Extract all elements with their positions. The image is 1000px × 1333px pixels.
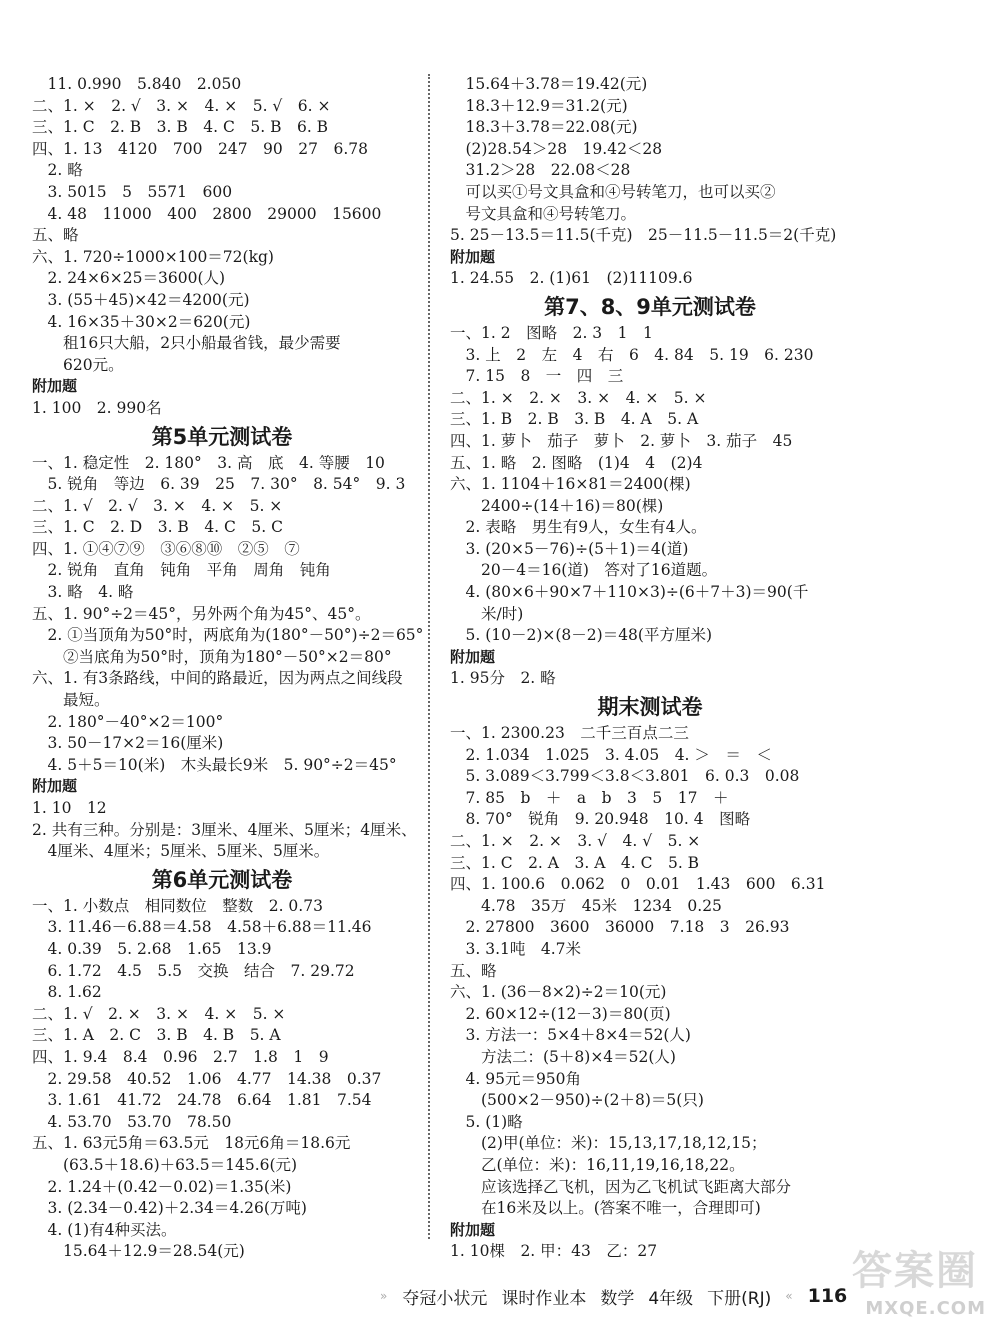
footer-subject: 数学 <box>600 1288 635 1309</box>
answer-line: 五、1. 略 2. 图略 (1)4 4 (2)4 <box>450 453 703 472</box>
answer-block-unit4 <box>32 74 412 420</box>
bonus-heading: 附加题 <box>450 647 496 666</box>
answer-line: 租16只大船，2只小船最省钱，最少需要 <box>32 334 341 353</box>
watermark-mark: 答案圈 <box>852 1248 978 1294</box>
answer-line: 4. 53.70 53.70 78.50 <box>32 1112 232 1131</box>
answer-line: 方法二：(5＋8)×4＝52(人) <box>450 1047 676 1066</box>
footer-term: 下册(RJ) <box>707 1288 772 1309</box>
answer-line: 二、1. × 2. × 3. × 4. × 5. × <box>450 388 707 407</box>
answer-line: 2. 1.034 1.025 3. 4.05 4. ＞ ＝ ＜ <box>450 745 772 764</box>
answer-line: 15.64＋3.78＝19.42(元) <box>450 75 648 93</box>
answer-line: 3. 50－17×2＝16(厘米) <box>32 734 224 753</box>
footer-left-arrows-icon: » <box>380 1289 389 1303</box>
watermark <box>846 1239 986 1319</box>
answer-line: 4. 95元＝950角 <box>450 1069 582 1088</box>
answer-block-unit6 <box>32 896 412 1263</box>
answer-line: 应该选择乙飞机，因为乙飞机试飞距离大部分 <box>450 1177 792 1196</box>
answer-block-final <box>450 723 850 1263</box>
watermark-site: MXQE.COM <box>865 1298 986 1319</box>
answer-line: 三、1. A 2. C 3. B 4. B 5. A <box>32 1026 281 1045</box>
answer-line: 二、1. × 2. × 3. √ 4. √ 5. × <box>450 832 701 850</box>
footer-book: 课时作业本 <box>501 1288 587 1309</box>
answer-line: 四、1. 100.6 0.062 0 0.01 1.43 600 6.31 <box>450 875 826 894</box>
answer-line: 4厘米、4厘米；5厘米、5厘米、5厘米。 <box>32 842 330 861</box>
footer-right-arrows-icon: « <box>785 1289 794 1303</box>
right-column <box>450 74 850 1263</box>
answer-line: (2)28.54＞28 19.42＜28 <box>450 139 663 158</box>
answer-line: 7. 15 8 一 四 三 <box>450 367 624 386</box>
answer-line: 11. 0.990 5.840 2.050 <box>32 75 242 93</box>
answer-line: 2. ①当顶角为50°时，两底角为(180°－50°)÷2＝65° <box>32 626 424 645</box>
answer-line: 1. 10 12 <box>32 799 107 817</box>
answer-line: 二、1. × 2. √ 3. × 4. × 5. √ 6. × <box>32 96 331 115</box>
answer-line: 乙(单位：米)：16,11,19,16,18,22。 <box>450 1155 745 1174</box>
answer-line: 2. 24×6×25＝3600(人) <box>32 269 226 288</box>
answer-line: 四、1. ①④⑦⑨ ③⑥⑧⑩ ②⑤ ⑦ <box>32 539 300 558</box>
answer-line: 2400÷(14＋16)＝80(棵) <box>450 496 664 515</box>
page-footer <box>380 1283 848 1309</box>
answer-line: 3. 3.1吨 4.7米 <box>450 939 582 958</box>
answer-line: 六、1. (36－8×2)÷2＝10(元) <box>450 983 667 1002</box>
answer-line: 2. 表略 男生有9人，女生有4人。 <box>450 518 707 537</box>
answer-line: 最短。 <box>32 691 110 710</box>
answer-line: 4. (1)有4种买法。 <box>32 1220 177 1239</box>
bonus-heading: 附加题 <box>32 377 78 396</box>
answer-line: 620元。 <box>32 355 124 374</box>
answer-line: 2. 1.24＋(0.42－0.02)＝1.35(米) <box>32 1177 292 1196</box>
answer-line: 4. 5＋5＝10(米) 木头最长9米 5. 90°÷2＝45° <box>32 755 397 774</box>
answer-line: 3. (20×5－76)÷(5＋1)＝4(道) <box>450 539 689 558</box>
answer-line: (2)甲(单位：米)：15,13,17,18,12,15； <box>450 1134 767 1153</box>
answer-line: 四、1. 萝卜 茄子 萝卜 2. 萝卜 3. 茄子 45 <box>450 431 793 450</box>
answer-line: 号文具盒和④号转笔刀。 <box>450 204 637 223</box>
page-number: 116 <box>807 1285 848 1307</box>
footer-grade: 4年级 <box>648 1288 694 1309</box>
left-column <box>32 74 424 1263</box>
answer-line: 一、1. 2300.23 二千三百点二三 <box>450 724 689 743</box>
section-title-unit5: 第5单元测试卷 <box>151 424 293 449</box>
answer-line: 五、1. 63元5角＝63.5元 18元6角＝18.6元 <box>32 1134 351 1153</box>
answer-line: 3. (55＋45)×42＝4200(元) <box>32 290 250 309</box>
answer-line: 2. 锐角 直角 钝角 平角 周角 钝角 <box>32 561 331 580</box>
section-title-final: 期末测试卷 <box>597 695 703 720</box>
answer-line: 3. (2.34－0.42)＋2.34＝4.26(万吨) <box>32 1199 307 1218</box>
answer-line: 4. 48 11000 400 2800 29000 15600 <box>32 204 382 223</box>
answer-line: 5. 25－13.5＝11.5(千克) 25－11.5－11.5＝2(千克) <box>450 226 837 245</box>
answer-line: 三、1. B 2. B 3. B 4. A 5. A <box>450 410 699 429</box>
answer-line: 六、1. 720÷1000×100＝72(kg) <box>32 247 274 266</box>
answer-line: 一、1. 2 图略 2. 3 1 1 <box>450 323 653 342</box>
answer-line: 4.78 35万 45米 1234 0.25 <box>450 896 722 915</box>
answer-line: (500×2－950)÷(2＋8)＝5(只) <box>450 1091 704 1110</box>
answer-line: 1. 95分 2. 略 <box>450 669 556 688</box>
answer-line: 3. 1.61 41.72 24.78 6.64 1.81 7.54 <box>32 1091 372 1110</box>
column-divider <box>428 74 430 1239</box>
answer-line: ②当底角为50°时，顶角为180°－50°×2＝80° <box>32 647 392 666</box>
answer-line: 4. 16×35＋30×2＝620(元) <box>32 312 251 331</box>
answer-block-unit5 <box>32 453 424 863</box>
section-title-unit789: 第7、8、9单元测试卷 <box>544 294 756 319</box>
answer-line: 4. 0.39 5. 2.68 1.65 13.9 <box>32 939 272 958</box>
answer-line: 米/时) <box>450 604 524 623</box>
answer-line: 20－4＝16(道) 答对了16道题。 <box>450 561 718 580</box>
answer-line: (63.5＋18.6)＋63.5＝145.6(元) <box>32 1155 298 1174</box>
answer-line: 二、1. √ 2. × 3. × 4. × 5. × <box>32 1004 286 1023</box>
answer-line: 6. 1.72 4.5 5.5 交换 结合 7. 29.72 <box>32 961 355 980</box>
bonus-heading: 附加题 <box>450 1220 496 1239</box>
answer-line: 二、1. √ 2. √ 3. × 4. × 5. × <box>32 496 283 515</box>
answer-line: 2. 180°－40°×2＝100° <box>32 712 224 731</box>
answer-line: 五、略 <box>450 961 497 980</box>
bonus-heading: 附加题 <box>450 247 496 266</box>
answer-line: 三、1. C 2. A 3. A 4. C 5. B <box>450 853 700 872</box>
answer-line: 1. 100 2. 990名 <box>32 398 162 417</box>
answer-line: 六、1. 1104＋16×81＝2400(棵) <box>450 475 691 494</box>
answer-line: 2. 共有三种。分别是：3厘米、4厘米、5厘米；4厘米、 <box>32 820 417 839</box>
answer-line: 5. 锐角 等边 6. 39 25 7. 30° 8. 54° 9. 3 <box>32 475 406 494</box>
answer-line: 31.2＞28 22.08＜28 <box>450 161 631 180</box>
answer-line: 3. 5015 5 5571 600 <box>32 182 233 201</box>
answer-line: 2. 60×12÷(12－3)＝80(页) <box>450 1004 671 1023</box>
answer-line: 4. (80×6＋90×7＋110×3)÷(6＋7＋3)＝90(千 <box>450 583 809 602</box>
answer-line: 可以买①号文具盒和④号转笔刀，也可以买② <box>450 182 776 201</box>
answer-line: 一、1. 稳定性 2. 180° 3. 高 底 4. 等腰 10 <box>32 453 385 472</box>
answer-line: 四、1. 13 4120 700 247 90 27 6.78 <box>32 139 369 158</box>
answer-line: 五、略 <box>32 226 79 245</box>
answer-line: 3. 略 4. 略 <box>32 583 134 602</box>
answer-line: 六、1. 有3条路线，中间的路最近，因为两点之间线段 <box>32 669 403 688</box>
answer-line: 7. 85 b ＋ a b 3 5 17 ＋ <box>450 788 729 807</box>
answer-line: 2. 略 <box>32 161 83 180</box>
answer-line: 8. 1.62 <box>32 983 102 1002</box>
answer-line: 三、1. C 2. B 3. B 4. C 5. B 6. B <box>32 118 329 137</box>
answer-line: 一、1. 小数点 相同数位 整数 2. 0.73 <box>32 896 323 915</box>
answer-line: 四、1. 9.4 8.4 0.96 2.7 1.8 1 9 <box>32 1047 329 1066</box>
answer-line: 五、1. 90°÷2＝45°，另外两个角为45°、45°。 <box>32 604 371 623</box>
answer-line: 15.64＋12.9＝28.54(元) <box>32 1242 245 1261</box>
answer-line: 2. 29.58 40.52 1.06 4.77 14.38 0.37 <box>32 1069 382 1088</box>
answer-line: 18.3＋12.9＝31.2(元) <box>450 96 628 115</box>
section-title-unit6: 第6单元测试卷 <box>151 867 293 892</box>
footer-series: 夺冠小状元 <box>402 1288 488 1309</box>
answer-line: 18.3＋3.78＝22.08(元) <box>450 118 638 137</box>
answer-line: 5. (1)略 <box>450 1112 523 1131</box>
answer-line: 1. 24.55 2. (1)61 (2)11109.6 <box>450 269 693 288</box>
answer-line: 三、1. C 2. D 3. B 4. C 5. C <box>32 518 283 537</box>
answer-block-unit6-cont <box>450 74 850 290</box>
answer-line: 5. (10－2)×(8－2)＝48(平方厘米) <box>450 626 713 645</box>
answer-line: 5. 3.089＜3.799＜3.8＜3.801 6. 0.3 0.08 <box>450 767 800 786</box>
answer-line: 3. 方法一：5×4＋8×4＝52(人) <box>450 1026 691 1045</box>
answer-line: 1. 10棵 2. 甲：43 乙：27 <box>450 1242 658 1261</box>
answer-line: 8. 70° 锐角 9. 20.948 10. 4 图略 <box>450 810 751 829</box>
answer-line: 3. 11.46－6.88＝4.58 4.58＋6.88＝11.46 <box>32 918 372 937</box>
bonus-heading: 附加题 <box>32 777 78 796</box>
answer-line: 在16米及以上。(答案不唯一，合理即可) <box>450 1199 761 1218</box>
answer-line: 2. 27800 3600 36000 7.18 3 26.93 <box>450 918 790 937</box>
answer-line: 3. 上 2 左 4 右 6 4. 84 5. 19 6. 230 <box>450 345 814 364</box>
answer-block-unit789 <box>450 323 850 690</box>
